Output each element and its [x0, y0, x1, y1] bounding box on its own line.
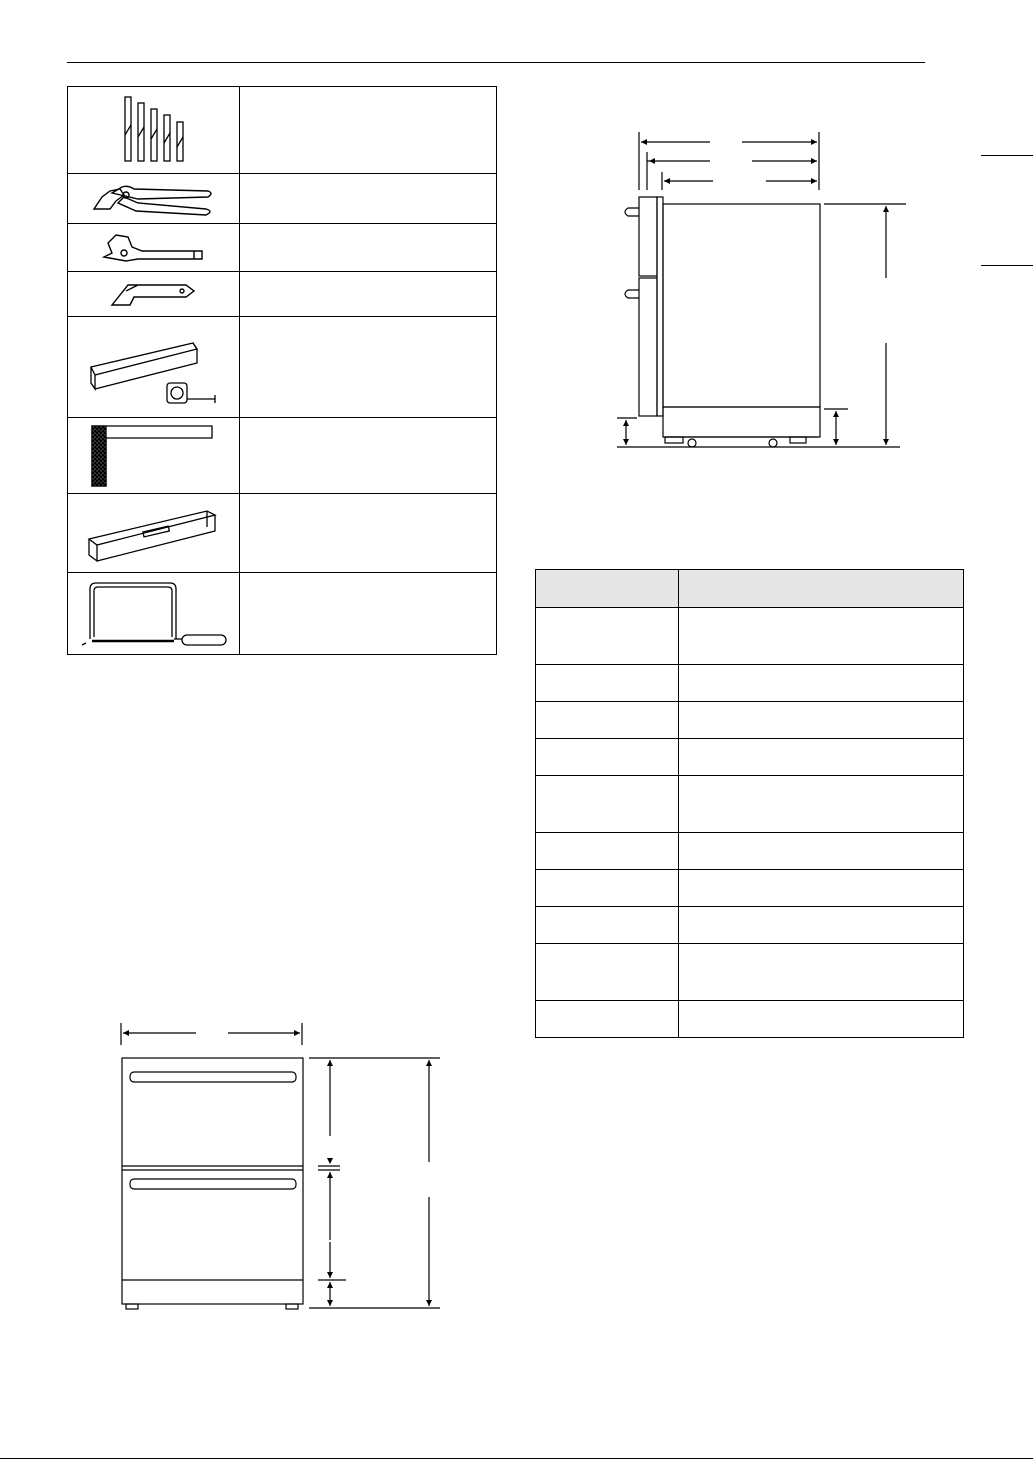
tool-label-utility-knife: [239, 272, 496, 317]
tool-label-level: [239, 494, 496, 573]
side-tab-bottom-rule: [981, 265, 1033, 266]
spec-row: [536, 944, 964, 1001]
tool-row-square: [68, 418, 497, 494]
spec-label: [536, 702, 679, 739]
tool-row-drill-bits: [68, 87, 497, 174]
spec-label: [536, 870, 679, 907]
spec-value: [678, 702, 963, 739]
spec-value: [678, 944, 963, 1001]
spec-header-row: [536, 570, 964, 608]
utility-knife-icon: [68, 272, 240, 317]
spec-label: [536, 776, 679, 833]
spec-value: [678, 608, 963, 665]
tool-label-level-tape: [239, 317, 496, 418]
spec-header-label: [536, 570, 679, 608]
tool-row-level-tape: [68, 317, 497, 418]
side-tab-top-rule: [981, 155, 1033, 156]
tool-label-drill-bits: [239, 87, 496, 174]
spec-label: [536, 665, 679, 702]
header-rule: [67, 62, 925, 63]
pliers-icon: [68, 174, 240, 224]
tool-row-level: [68, 494, 497, 573]
spec-value: [678, 739, 963, 776]
spec-row: [536, 833, 964, 870]
spec-label: [536, 907, 679, 944]
spec-value: [678, 1001, 963, 1038]
tool-label-wrench: [239, 224, 496, 272]
specifications-table: [535, 569, 964, 1038]
spec-row: [536, 702, 964, 739]
level-icon: [68, 494, 240, 573]
spec-label: [536, 1001, 679, 1038]
coping-saw-icon: [68, 573, 240, 655]
side-view-diagram: [600, 125, 920, 465]
spec-header-value: [678, 570, 963, 608]
spec-value: [678, 870, 963, 907]
spec-row: [536, 739, 964, 776]
front-view-diagram: [110, 1020, 450, 1315]
carpenter-square-icon: [68, 418, 240, 494]
spec-row: [536, 665, 964, 702]
tool-row-pliers: [68, 174, 497, 224]
spec-value: [678, 665, 963, 702]
spec-value: [678, 776, 963, 833]
spec-value: [678, 907, 963, 944]
spec-label: [536, 608, 679, 665]
spec-label: [536, 739, 679, 776]
wrench-icon: [68, 224, 240, 272]
spec-value: [678, 833, 963, 870]
spec-row: [536, 608, 964, 665]
spec-label: [536, 944, 679, 1001]
tool-label-square: [239, 418, 496, 494]
spec-row: [536, 907, 964, 944]
tool-label-coping-saw: [239, 573, 496, 655]
spec-row: [536, 870, 964, 907]
tool-row-utility-knife: [68, 272, 497, 317]
level-tape-measure-icon: [68, 317, 240, 418]
spec-label: [536, 833, 679, 870]
spec-row: [536, 1001, 964, 1038]
drill-bits-icon: [68, 87, 240, 174]
tool-row-coping-saw: [68, 573, 497, 655]
spec-row: [536, 776, 964, 833]
tools-table: [67, 86, 497, 655]
tool-label-pliers: [239, 174, 496, 224]
tool-row-wrench: [68, 224, 497, 272]
